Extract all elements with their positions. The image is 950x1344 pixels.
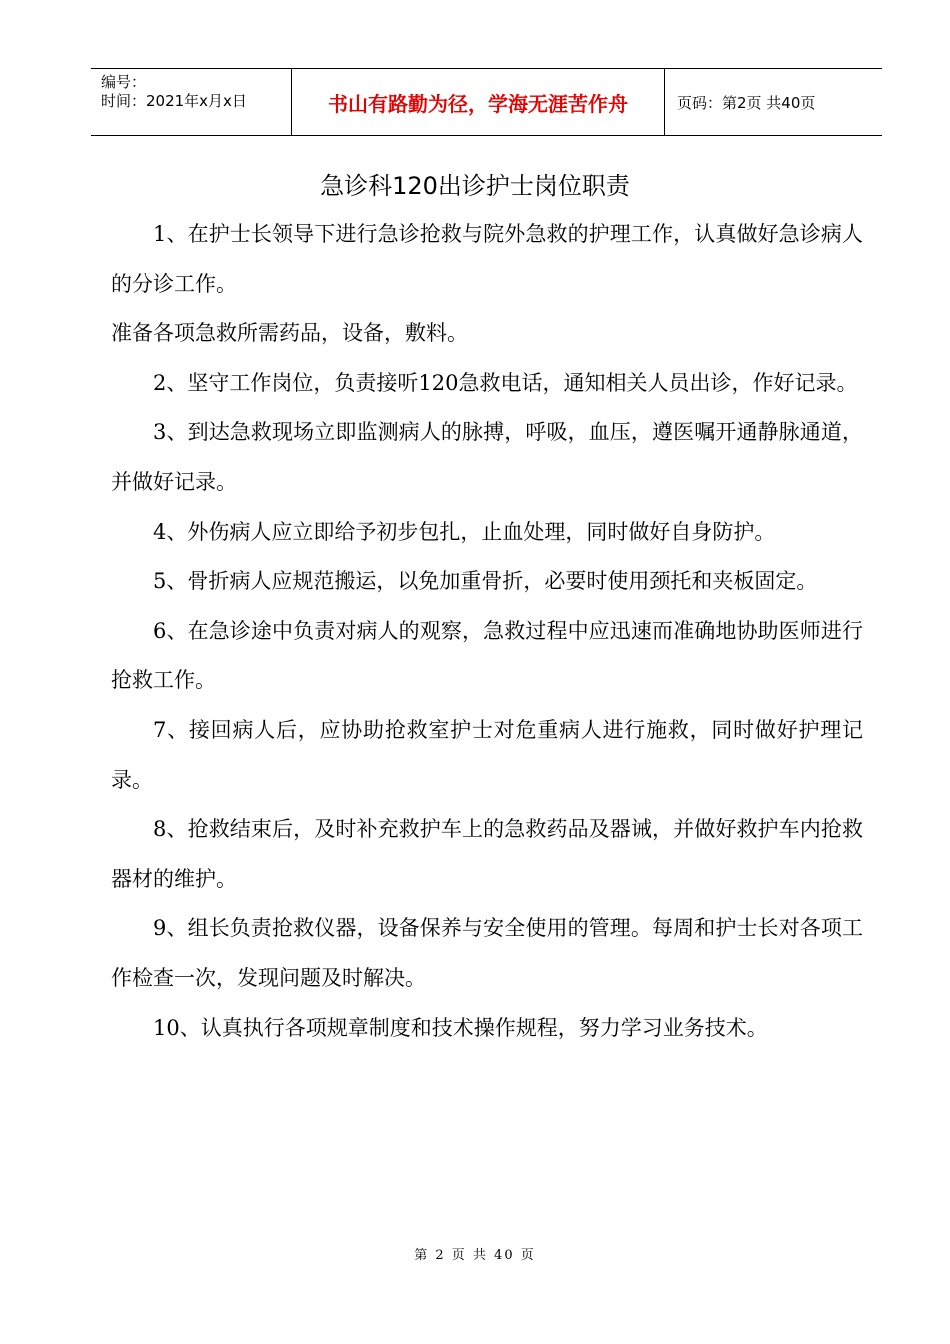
- paragraph-5: 5、骨折病人应规范搬运，以免加重骨折，必要时使用颈托和夹板固定。: [153, 569, 818, 594]
- document-body: [111, 210, 863, 1053]
- header-page-code: 页码：第2页 共40页: [677, 93, 816, 112]
- document-title: 急诊科120出诊护士岗位职责: [320, 172, 630, 200]
- paragraph-7: 7、接回病人后，应协助抢救室护士对危重病人进行施救，同时做好护理记录。: [111, 717, 863, 792]
- paragraph-8: 8、抢救结束后，及时补充救护车上的急救药品及器诫，并做好救护车内抢救器材的维护。: [111, 817, 863, 891]
- paragraph-10: 10、认真执行各项规章制度和技术操作规程，努力学习业务技术。: [153, 1015, 768, 1040]
- header-motto: 书山有路勤为径，学海无涯苦作舟: [292, 69, 665, 135]
- number-label: 编号：: [101, 73, 147, 91]
- header-meta: [91, 69, 292, 135]
- page-header: [91, 68, 882, 136]
- paragraph-2: 2、坚守工作岗位，负责接听120急救电话，通知相关人员出诊，作好记录。: [153, 370, 858, 395]
- paragraph-1-continued: 准备各项急救所需药品，设备，敷料。: [111, 321, 468, 346]
- time-label: 时间：2021年x月x日: [101, 92, 247, 110]
- paragraph-6: 6、在急诊途中负责对病人的观察，急救过程中应迅速而准确地协助医师进行抢救工作。: [111, 618, 863, 693]
- paragraph-4: 4、外伤病人应立即给予初步包扎，止血处理，同时做好自身防护。: [153, 519, 776, 544]
- page-footer: 第 2 页 共 40 页: [414, 1248, 536, 1263]
- paragraph-3: 3、到达急救现场立即监测病人的脉搏，呼吸，血压，遵医嘱开通静脉通道，并做好记录。: [111, 420, 863, 494]
- paragraph-9: 9、组长负责抢救仪器，设备保养与安全使用的管理。每周和护士长对各项工作检查一次，发现问题及时解决。: [111, 916, 863, 990]
- paragraph-1: 1、在护士长领导下进行急诊抢救与院外急救的护理工作，认真做好急诊病人的分诊工作。: [111, 222, 863, 296]
